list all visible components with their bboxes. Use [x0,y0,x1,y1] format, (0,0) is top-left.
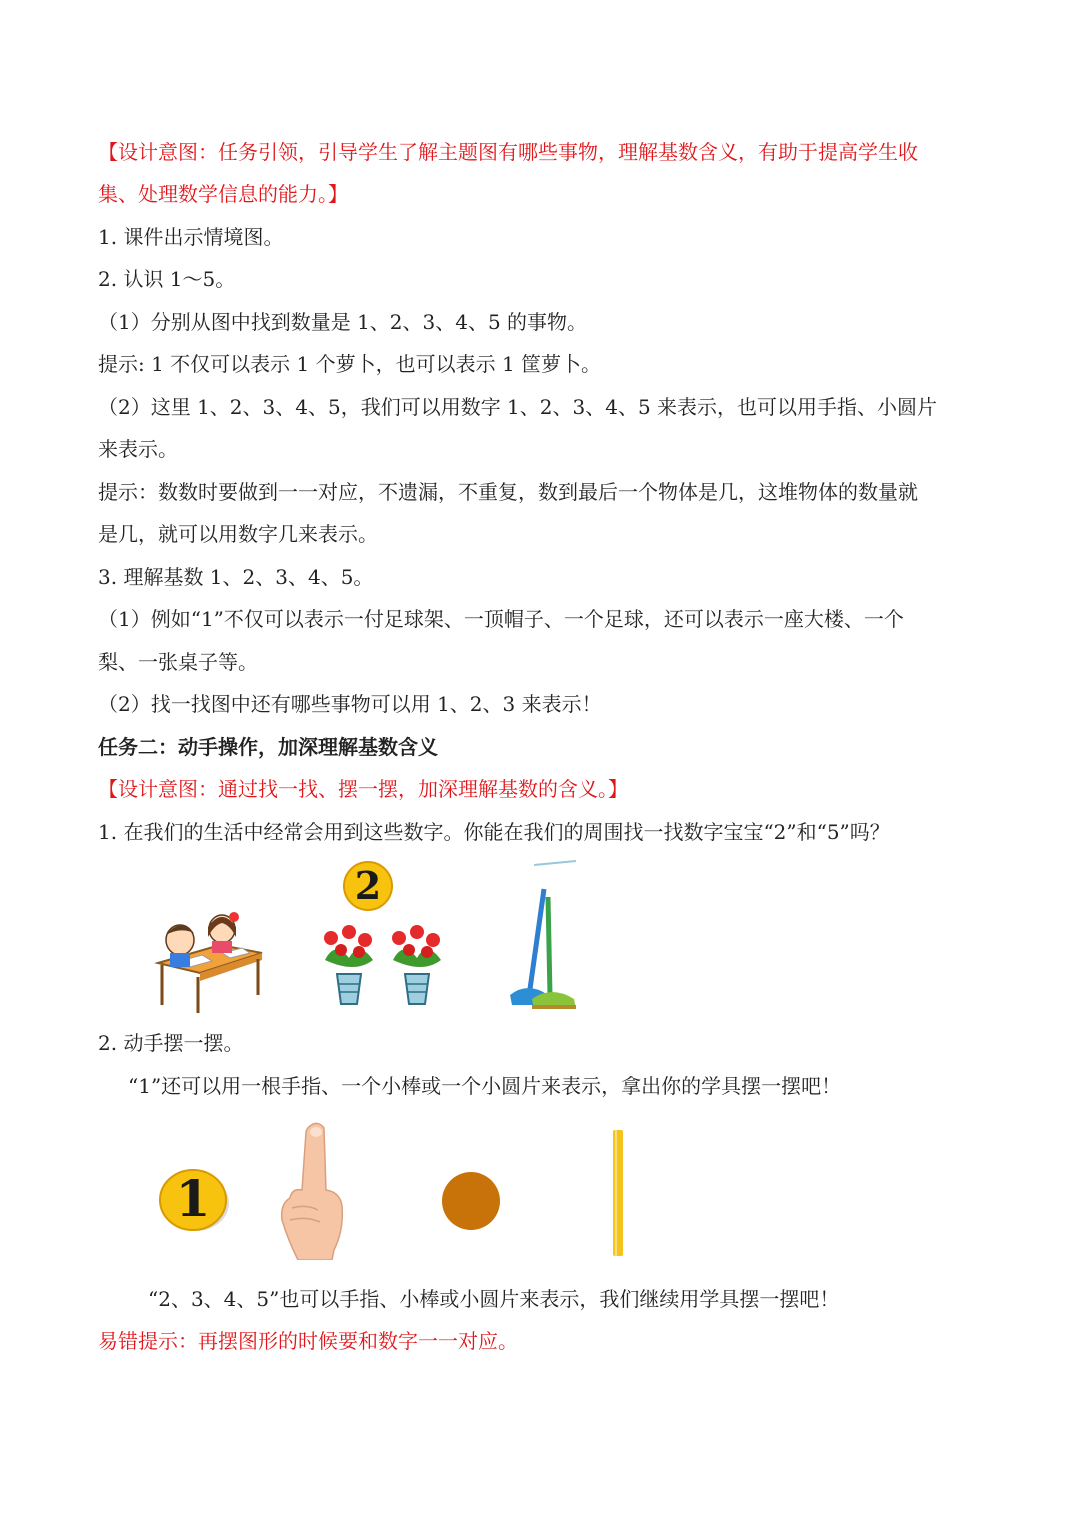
step-2-1: （1）分别从图中找到数量是 1、2、3、4、5 的事物。 [98,310,588,334]
step-3: 3. 理解基数 1、2、3、4、5。 [98,565,374,589]
task2-design-intent: 【设计意图：通过找一找、摆一摆，加深理解基数的含义。】 [98,777,628,801]
step-2-2-line1: （2）这里 1、2、3、4、5，我们可以用数字 1、2、3、4、5 来表示，也可以用手指、小圆片 [98,395,938,419]
task2-question-2: 2. 动手摆一摆。 [98,1031,244,1055]
orange-disc-icon [440,1170,502,1232]
task2-more-text: “2、3、4、5”也可以手指、小棒或小圆片来表示，我们继续用学具摆一摆吧！ [148,1287,840,1311]
task2-question-1: 1. 在我们的生活中经常会用到这些数字。你能在我们的周围找一找数字宝宝“2”和“5”吗？ [98,820,890,844]
task2-title: 任务二：动手操作，加深理解基数含义 [98,735,438,759]
design-intent-1-line2: 集、处理数学信息的能力。】 [98,182,348,206]
step-3-1-line1: （1）例如“1”不仅可以表示一付足球架、一顶帽子、一个足球，还可以表示一座大楼、一个 [98,607,904,631]
number-badge-two-label: 2 [354,863,382,908]
task2-question-2-text: “1”还可以用一根手指、一个小棒或一个小圆片来表示，拿出你的学具摆一摆吧！ [128,1074,842,1098]
one-finger-hand-icon [278,1120,348,1260]
step-2: 2. 认识 1～5。 [98,267,236,291]
step-1: 1. 课件出示情境图。 [98,225,284,249]
hint-2-line1: 提示：数数时要做到一一对应，不遗漏，不重复，数到最后一个物体是几，这堆物体的数量就 [98,480,918,504]
design-intent-1-line1: 【设计意图：任务引领，引导学生了解主题图有哪些事物，理解基数含义，有助于提高学生收 [98,140,918,164]
step-3-1-line2: 梨、一张桌子等。 [98,650,258,674]
brooms-illustration [500,855,590,1015]
hint-2-line2: 是几，就可以用数字几来表示。 [98,522,378,546]
potted-flowers-illustration [315,920,450,1010]
stick-icon [610,1128,626,1258]
hint-1: 提示: 1 不仅可以表示 1 个萝卜，也可以表示 1 筐萝卜。 [98,352,602,376]
error-tip: 易错提示：再摆图形的时候要和数字一一对应。 [98,1329,518,1353]
children-at-desks-illustration [150,905,270,1015]
step-3-2: （2）找一找图中还有哪些事物可以用 1、2、3 来表示！ [98,692,602,716]
number-badge-one-label: 1 [175,1169,211,1228]
step-2-2-line2: 来表示。 [98,437,178,461]
